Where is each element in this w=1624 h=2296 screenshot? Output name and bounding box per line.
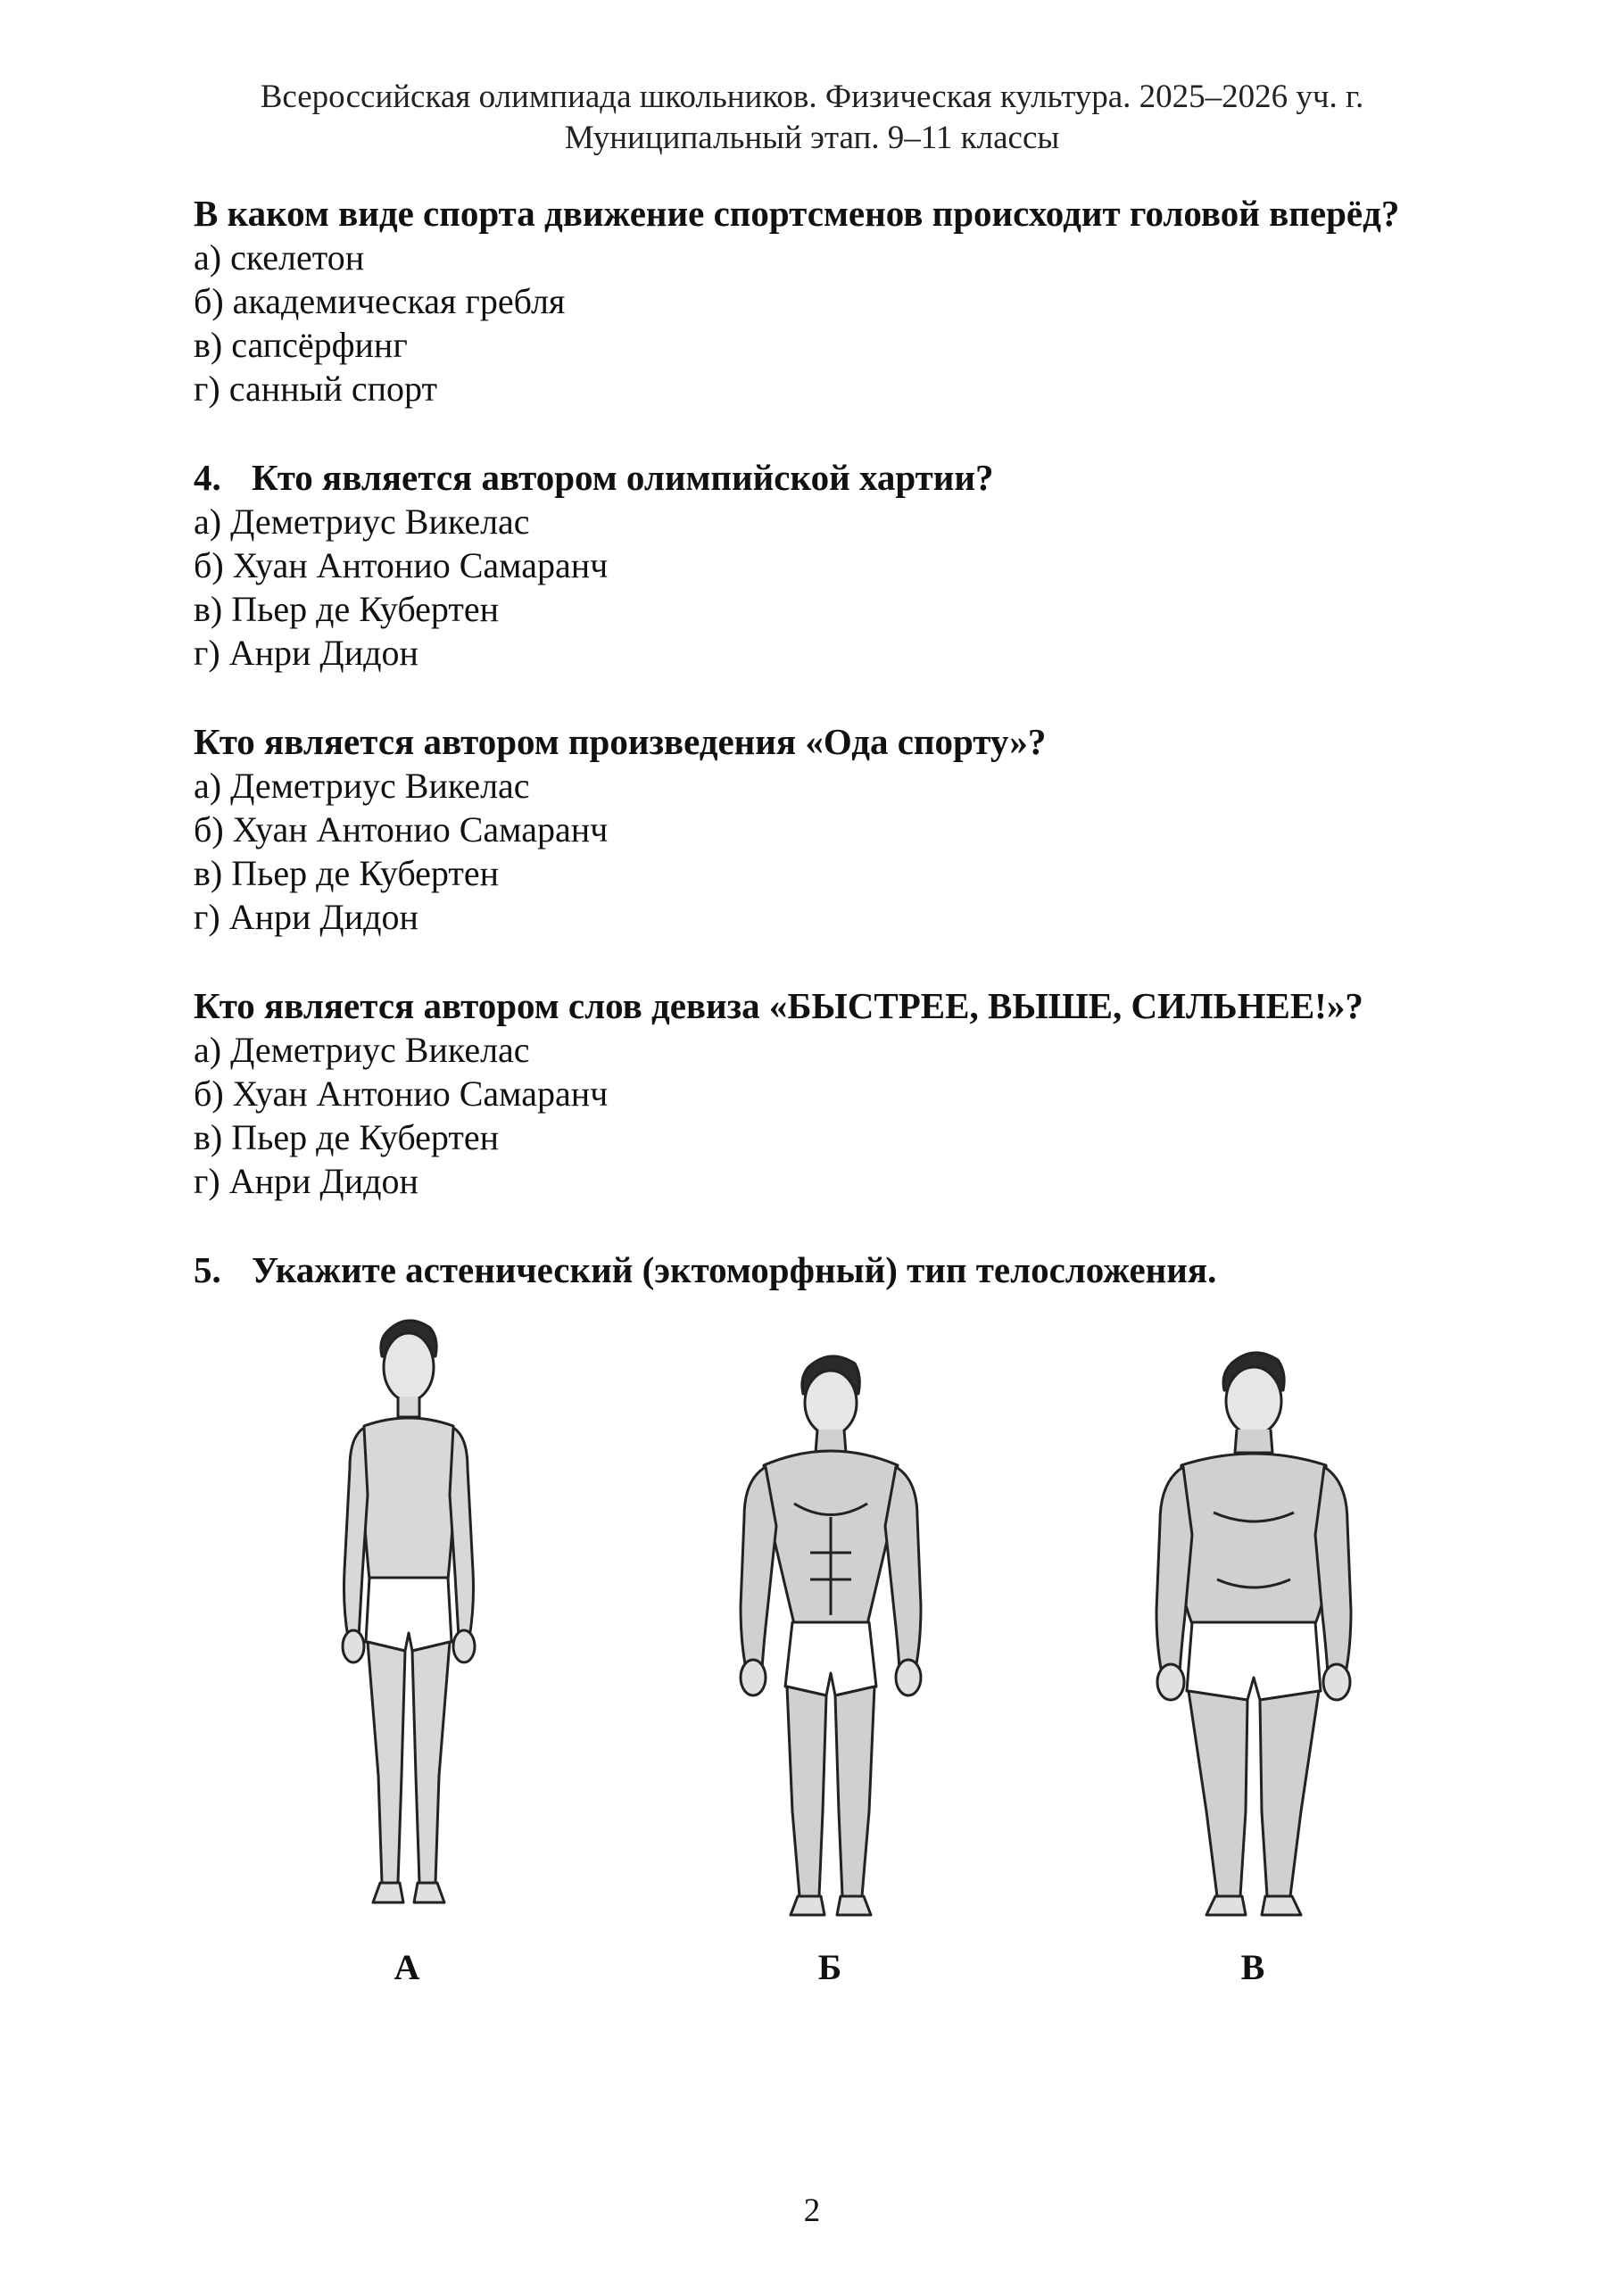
- answer-option: а) Деметриус Викелас: [194, 766, 530, 806]
- mesomorph-figure: [687, 1312, 973, 1936]
- figure-label-a: А: [394, 1947, 420, 1987]
- question-block: [194, 1247, 1479, 1292]
- header-line-1: Всероссийская олимпиада школьников. Физическая культура. 2025–2026 уч. г.: [260, 79, 1364, 115]
- question-title: Кто является автором слов девиза «БЫСТРЕЕ, ВЫШЕ, СИЛЬНЕЕ!»?: [194, 985, 1363, 1026]
- question-number: 4.: [194, 457, 221, 498]
- question-title: В каком виде спорта движение спортсменов происходит головой вперёд?: [194, 193, 1400, 234]
- header-line-2: Муниципальный этап. 9–11 классы: [564, 120, 1060, 156]
- answer-option: в) Пьер де Кубертен: [194, 589, 500, 629]
- answer-option: а) Деметриус Викелас: [194, 1030, 530, 1070]
- question-title: 4. Кто является автором олимпийской хартии?: [194, 457, 994, 498]
- ectomorph-figure: [264, 1312, 550, 1936]
- answer-option: а) Деметриус Викелас: [194, 501, 530, 542]
- answer-option: г) Анри Дидон: [194, 633, 418, 673]
- answer-option: г) Анри Дидон: [194, 1161, 418, 1201]
- answer-option: б) Хуан Антонио Самаранч: [194, 545, 609, 585]
- body-type-figures: [0, 1312, 1624, 1936]
- answer-option: б) Хуан Антонио Самаранч: [194, 1073, 609, 1114]
- answer-option: г) Анри Дидон: [194, 897, 418, 937]
- question-title: Кто является автором произведения «Ода спорту»?: [194, 721, 1047, 762]
- question-block: [194, 983, 1479, 1203]
- page-header: [0, 77, 1624, 159]
- questions-list: [194, 191, 1479, 1337]
- answer-option: в) Пьер де Кубертен: [194, 853, 500, 893]
- figure-label-c: В: [1240, 1947, 1265, 1987]
- page-number: 2: [803, 2192, 821, 2229]
- endomorph-figure: [1110, 1312, 1396, 1936]
- answer-option: б) Хуан Антонио Самаранч: [194, 809, 609, 850]
- answer-option: в) сапсёрфинг: [194, 325, 408, 365]
- question-block: [194, 191, 1479, 410]
- answer-option: б) академическая гребля: [194, 281, 566, 321]
- question-number: 5.: [194, 1249, 221, 1290]
- answer-option: г) санный спорт: [194, 369, 437, 409]
- question-block: [194, 455, 1479, 675]
- answer-option: а) скелетон: [194, 237, 365, 278]
- question-title: 5. Укажите астенический (эктоморфный) тип телосложения.: [194, 1249, 1217, 1290]
- question-block: [194, 719, 1479, 939]
- figure-label-b: Б: [817, 1947, 842, 1987]
- answer-option: в) Пьер де Кубертен: [194, 1117, 500, 1157]
